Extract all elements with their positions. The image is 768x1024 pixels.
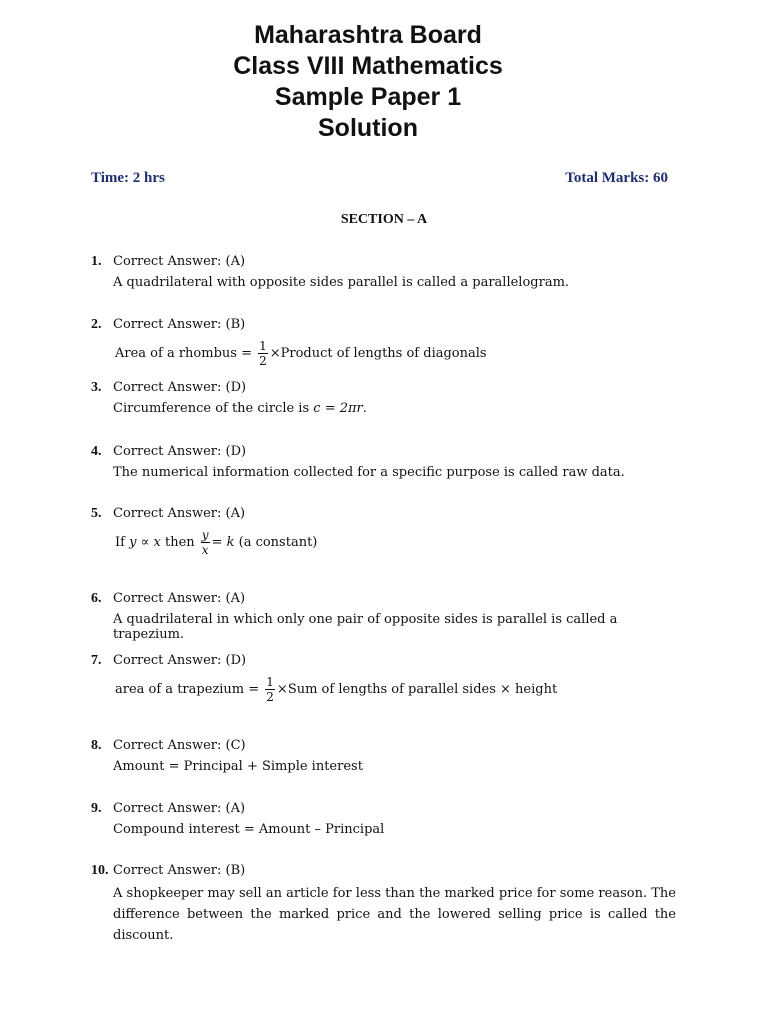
explanation-prefix: Circumference of the circle is: [113, 401, 310, 416]
explanation-prefix: Area of a rhombus =: [115, 346, 252, 361]
question-number: 1.: [91, 254, 102, 269]
title-line-board: Maharashtra Board: [254, 21, 482, 49]
correct-answer: Correct Answer: (A): [113, 801, 246, 816]
correct-answer: Correct Answer: (A): [113, 506, 246, 521]
explanation: A shopkeeper may sell an article for less than the marked price for some reason. The difference between the marked price and the lowered selling price is called the discount.: [113, 886, 676, 943]
document-title: [0, 20, 736, 144]
correct-answer: Correct Answer: (D): [113, 380, 247, 395]
explanation: Amount = Principal + Simple interest: [113, 759, 363, 774]
fraction: [265, 675, 275, 704]
correct-answer: Correct Answer: (C): [113, 738, 246, 753]
explanation: [113, 401, 676, 416]
question-number: 6.: [91, 591, 102, 606]
correct-answer: Correct Answer: (D): [113, 653, 247, 668]
explanation-mid: then: [164, 535, 195, 550]
formula: c = 2πr: [313, 401, 363, 416]
title-line-paper: Sample Paper 1: [274, 83, 462, 111]
explanation-suffix: .: [362, 401, 367, 416]
fraction-numerator: 1: [259, 339, 267, 353]
question-number: 7.: [91, 653, 102, 668]
explanation: [115, 528, 678, 557]
question-number: 5.: [91, 506, 102, 521]
fraction: [201, 528, 210, 557]
correct-answer: Correct Answer: (D): [113, 444, 247, 459]
explanation-suffix: ×Sum of lengths of parallel sides × height: [276, 682, 558, 697]
question-number: 4.: [91, 444, 102, 459]
formula-equals: = k: [211, 535, 235, 550]
question-number: 3.: [91, 380, 102, 395]
title-line-class: Class VIII Mathematics: [233, 52, 503, 80]
formula: y ∝ x: [129, 535, 161, 550]
explanation: Compound interest = Amount – Principal: [113, 822, 385, 837]
fraction-denominator: 2: [259, 354, 267, 368]
fraction-numerator: 1: [266, 675, 274, 689]
question-number: 10.: [91, 863, 109, 878]
explanation-suffix: ×Product of lengths of diagonals: [269, 346, 487, 361]
correct-answer: Correct Answer: (A): [113, 254, 246, 269]
total-marks-label: Total Marks: 60: [565, 170, 668, 186]
explanation-suffix: (a constant): [238, 535, 318, 550]
correct-answer: Correct Answer: (B): [113, 317, 246, 332]
explanation: The numerical information collected for a specific purpose is called raw data.: [113, 465, 625, 480]
title-line-solution: Solution: [318, 114, 418, 142]
fraction-denominator: 2: [266, 690, 274, 704]
fraction-numerator: y: [201, 528, 209, 542]
explanation-prefix: area of a trapezium =: [115, 682, 260, 697]
question-number: 8.: [91, 738, 102, 753]
explanation: [115, 339, 678, 368]
time-label: Time: 2 hrs: [91, 170, 165, 186]
fraction: [258, 339, 268, 368]
explanation: A quadrilateral in which only one pair of opposite sides is parallel is called a trapezium.: [113, 612, 618, 642]
fraction-denominator: x: [201, 543, 209, 557]
explanation: [115, 675, 678, 704]
explanation: A quadrilateral with opposite sides parallel is called a parallelogram.: [113, 275, 570, 290]
correct-answer: Correct Answer: (B): [113, 863, 246, 878]
correct-answer: Correct Answer: (A): [113, 591, 246, 606]
section-heading: SECTION – A: [340, 212, 428, 227]
explanation-prefix: If: [115, 535, 125, 550]
question-number: 9.: [91, 801, 102, 816]
question-number: 2.: [91, 317, 102, 332]
